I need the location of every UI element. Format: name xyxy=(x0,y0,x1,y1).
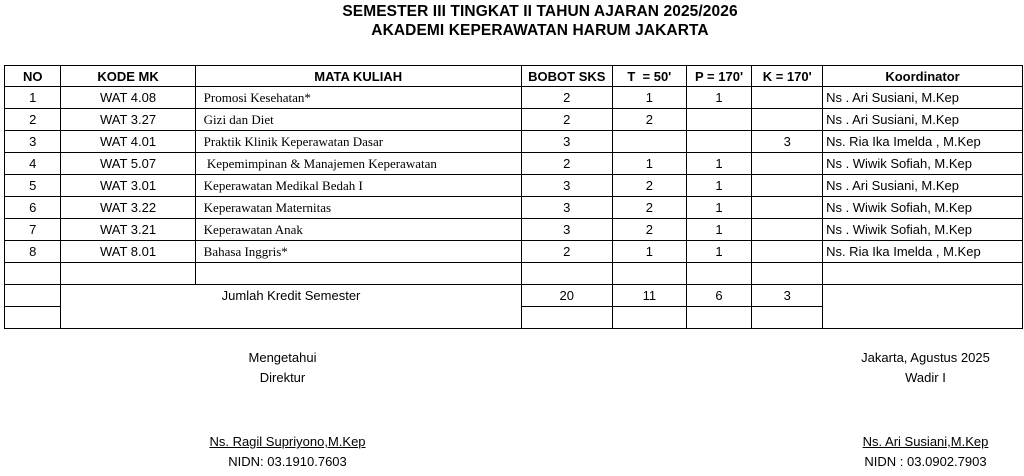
table-row xyxy=(5,241,1023,263)
table-header-row xyxy=(5,66,1023,87)
signature-right-block xyxy=(838,434,1013,469)
cell-k: 3 xyxy=(752,131,823,153)
table-row xyxy=(5,109,1023,131)
cell-k xyxy=(752,197,823,219)
cell-mata-kuliah: Keperawatan Medikal Bedah I xyxy=(195,175,521,197)
cell-no: 1 xyxy=(5,87,61,109)
cell-p: 1 xyxy=(686,175,752,197)
cell-koordinator: Ns . Ari Susiani, M.Kep xyxy=(823,87,1023,109)
cell-koordinator: Ns . Ari Susiani, M.Kep xyxy=(823,109,1023,131)
col-header-k: K = 170' xyxy=(752,66,823,87)
cell-p: 1 xyxy=(686,197,752,219)
cell-p xyxy=(686,131,752,153)
cell-no: 2 xyxy=(5,109,61,131)
cell-kode: WAT 4.01 xyxy=(61,131,195,153)
summary-row xyxy=(5,285,1023,307)
cell-sks: 2 xyxy=(521,87,612,109)
cell-mata-kuliah: Kepemimpinan & Manajemen Keperawatan xyxy=(195,153,521,175)
cell-p xyxy=(686,109,752,131)
cell-p: 1 xyxy=(686,219,752,241)
signature-right-name: Ns. Ari Susiani,M.Kep xyxy=(862,434,989,449)
cell-k xyxy=(752,153,823,175)
document-title-line2: AKADEMI KEPERAWATAN HARUM JAKARTA xyxy=(371,22,709,39)
cell-kode: WAT 3.22 xyxy=(61,197,195,219)
cell-k xyxy=(752,175,823,197)
table-row xyxy=(5,175,1023,197)
cell-mata-kuliah: Gizi dan Diet xyxy=(195,109,521,131)
signature-right-line2: Wadir I xyxy=(905,370,946,385)
col-header-p: P = 170' xyxy=(686,66,752,87)
cell-koordinator: Ns . Wiwik Sofiah, M.Kep xyxy=(823,153,1023,175)
table-row xyxy=(5,131,1023,153)
signature-left-line1: Mengetahui xyxy=(248,350,317,365)
cell-sks: 2 xyxy=(521,153,612,175)
signature-left-line2: Direktur xyxy=(259,370,306,385)
cell-koordinator: Ns . Wiwik Sofiah, M.Kep xyxy=(823,219,1023,241)
col-header-mata-kuliah: MATA KULIAH xyxy=(195,66,521,87)
cell-kode: WAT 8.01 xyxy=(61,241,195,263)
cell-no: 4 xyxy=(5,153,61,175)
signature-left-nidn: NIDN: 03.1910.7603 xyxy=(228,454,347,469)
cell-koordinator: Ns . Ari Susiani, M.Kep xyxy=(823,175,1023,197)
cell-k xyxy=(752,87,823,109)
cell-kode: WAT 3.27 xyxy=(61,109,195,131)
cell-sks: 3 xyxy=(521,219,612,241)
signature-right xyxy=(838,350,1013,385)
col-header-t: T = 50' xyxy=(612,66,686,87)
cell-t: 2 xyxy=(612,219,686,241)
cell-koordinator: Ns . Wiwik Sofiah, M.Kep xyxy=(823,197,1023,219)
cell-p: 1 xyxy=(686,241,752,263)
signature-left-block xyxy=(180,434,395,469)
cell-t: 2 xyxy=(612,197,686,219)
cell-koordinator: Ns. Ria Ika Imelda , M.Kep xyxy=(823,131,1023,153)
table-row xyxy=(5,87,1023,109)
cell-mata-kuliah: Keperawatan Maternitas xyxy=(195,197,521,219)
cell-p: 1 xyxy=(686,87,752,109)
course-table xyxy=(4,65,1023,329)
cell-t: 1 xyxy=(612,153,686,175)
summary-t: 11 xyxy=(612,285,686,307)
signature-right-nidn: NIDN : 03.0902.7903 xyxy=(864,454,987,469)
cell-mata-kuliah: Keperawatan Anak xyxy=(195,219,521,241)
cell-koordinator: Ns. Ria Ika Imelda , M.Kep xyxy=(823,241,1023,263)
col-header-bobot-sks: BOBOT SKS xyxy=(521,66,612,87)
cell-kode: WAT 3.21 xyxy=(61,219,195,241)
table-row xyxy=(5,197,1023,219)
cell-sks: 3 xyxy=(521,197,612,219)
table-row xyxy=(5,153,1023,175)
col-header-koordinator: Koordinator xyxy=(823,66,1023,87)
summary-label: Jumlah Kredit Semester xyxy=(61,285,521,329)
cell-k xyxy=(752,109,823,131)
col-header-no: NO xyxy=(5,66,61,87)
cell-no: 7 xyxy=(5,219,61,241)
cell-no: 8 xyxy=(5,241,61,263)
cell-t: 2 xyxy=(612,109,686,131)
col-header-kode: KODE MK xyxy=(61,66,195,87)
cell-no: 5 xyxy=(5,175,61,197)
cell-t: 1 xyxy=(612,241,686,263)
cell-sks: 2 xyxy=(521,109,612,131)
cell-t: 2 xyxy=(612,175,686,197)
cell-kode: WAT 3.01 xyxy=(61,175,195,197)
cell-t: 1 xyxy=(612,87,686,109)
signature-left xyxy=(200,350,365,385)
table-row xyxy=(5,219,1023,241)
cell-t xyxy=(612,131,686,153)
cell-k xyxy=(752,241,823,263)
document-title-line1: SEMESTER III TINGKAT II TAHUN AJARAN 2025/2026 xyxy=(342,3,738,20)
summary-sks: 20 xyxy=(521,285,612,307)
cell-no: 6 xyxy=(5,197,61,219)
summary-p: 6 xyxy=(686,285,752,307)
empty-row xyxy=(5,263,1023,285)
summary-k: 3 xyxy=(752,285,823,307)
signature-left-name: Ns. Ragil Supriyono,M.Kep xyxy=(209,434,366,449)
cell-mata-kuliah: Bahasa Inggris* xyxy=(195,241,521,263)
cell-p: 1 xyxy=(686,153,752,175)
cell-sks: 2 xyxy=(521,241,612,263)
cell-sks: 3 xyxy=(521,175,612,197)
cell-no: 3 xyxy=(5,131,61,153)
cell-sks: 3 xyxy=(521,131,612,153)
cell-mata-kuliah: Promosi Kesehatan* xyxy=(195,87,521,109)
cell-kode: WAT 4.08 xyxy=(61,87,195,109)
cell-k xyxy=(752,219,823,241)
cell-kode: WAT 5.07 xyxy=(61,153,195,175)
signature-right-line1: Jakarta, Agustus 2025 xyxy=(861,350,990,365)
cell-mata-kuliah: Praktik Klinik Keperawatan Dasar xyxy=(195,131,521,153)
